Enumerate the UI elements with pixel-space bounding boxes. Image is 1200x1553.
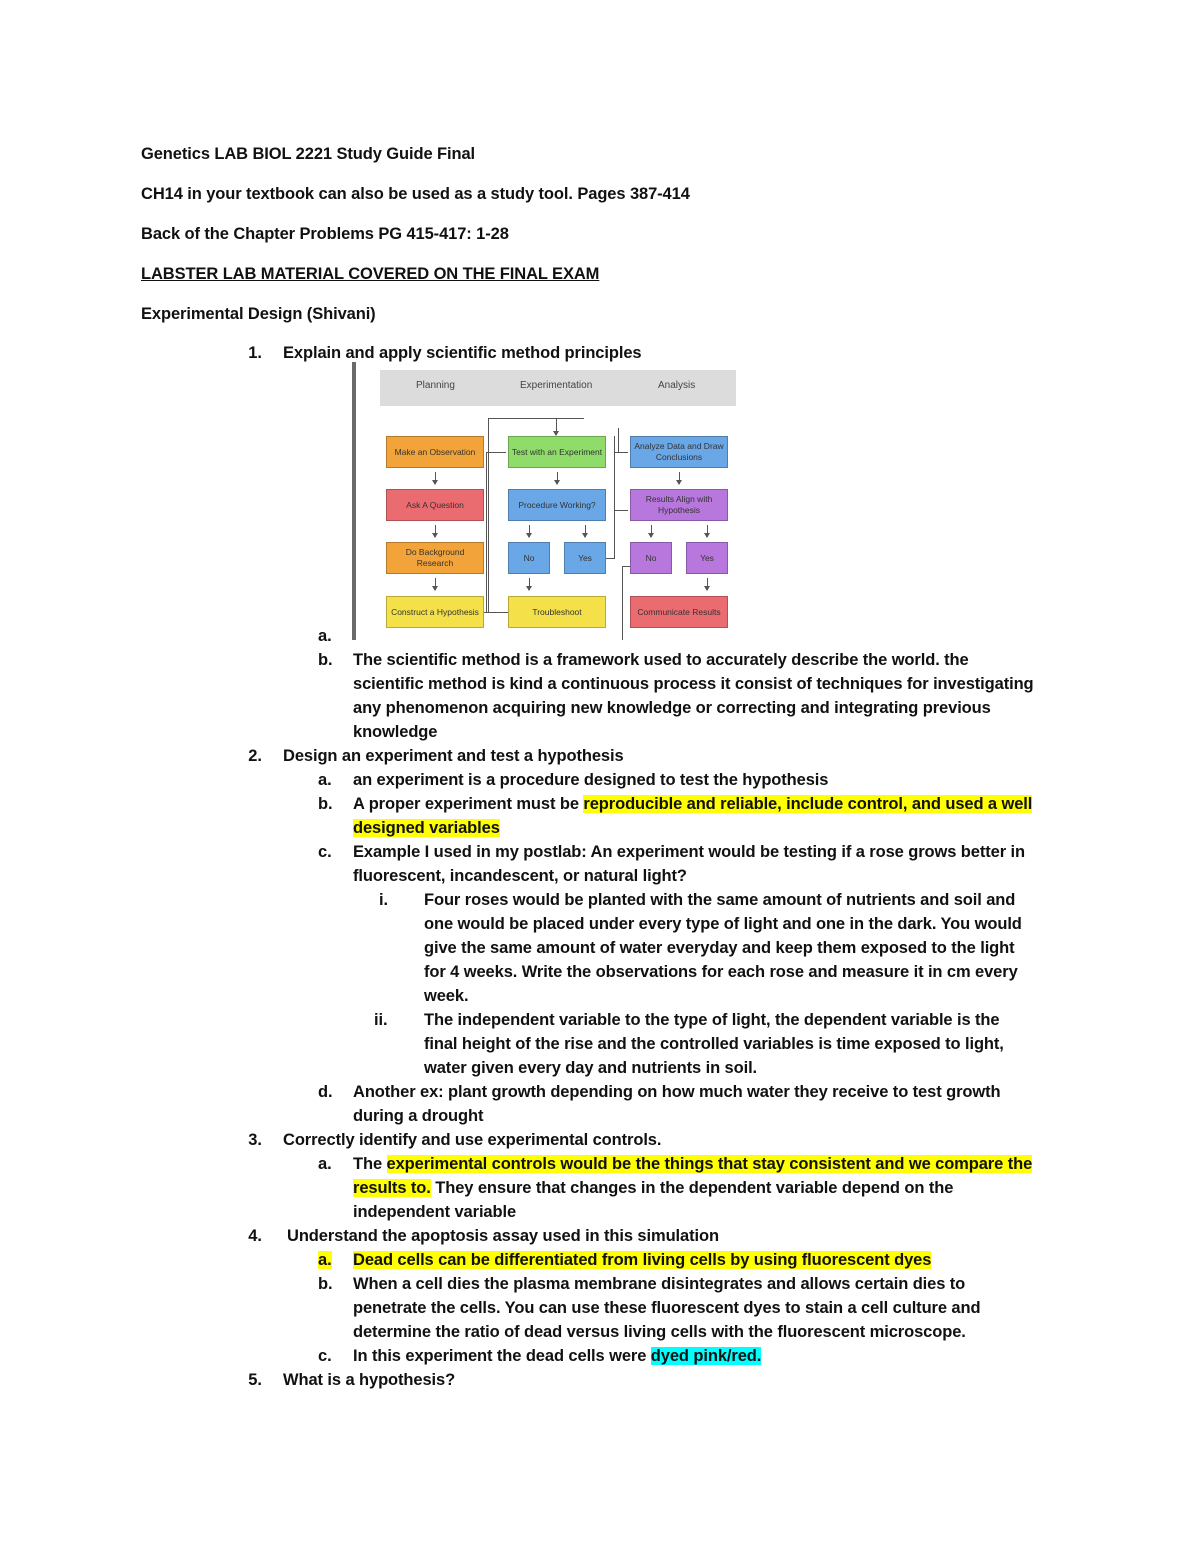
list-number: 4. (248, 1227, 262, 1245)
highlighted-text: dyed pink/red. (650, 1347, 762, 1365)
text-run: The (353, 1155, 387, 1173)
text-run: A proper experiment must be (353, 795, 584, 813)
paragraph-line (353, 1344, 761, 1368)
list-marker: b. (318, 795, 333, 813)
scientific-method-flowchart (352, 362, 738, 640)
list-marker (318, 1248, 332, 1272)
box-question: Ask A Question (386, 489, 484, 521)
arrow (435, 525, 436, 537)
list-marker: ii. (374, 1011, 388, 1029)
column-label-experimentation: Experimentation (520, 380, 593, 391)
list-item: What is a hypothesis? (283, 1371, 456, 1389)
arrow (585, 525, 586, 537)
list-marker: b. (318, 651, 333, 669)
paragraph-line: The scientific method is a framework used to accurately describe the world. the (353, 651, 969, 669)
paragraph-line: final height of the rise and the controlled variables is time exposed to light, (424, 1035, 1004, 1053)
list-item: Understand the apoptosis assay used in this simulation (287, 1227, 719, 1245)
paragraph-line: determine the ratio of dead versus living cells with the fluorescent microscope. (353, 1323, 966, 1341)
box-no: No (630, 542, 672, 574)
list-item: Explain and apply scientific method principles (283, 344, 642, 362)
box-hypothesis: Construct a Hypothesis (386, 596, 484, 628)
paragraph-line: fluorescent, incandescent, or natural light? (353, 867, 687, 885)
connector (614, 510, 628, 511)
box-troubleshoot: Troubleshoot (508, 596, 606, 628)
labster-heading: LABSTER LAB MATERIAL COVERED ON THE FINAL EXAM (141, 265, 600, 283)
list-marker: b. (318, 1275, 333, 1293)
box-yes: Yes (564, 542, 606, 574)
paragraph-line: for 4 weeks. Write the observations for each rose and measure it in cm every (424, 963, 1018, 981)
paragraph-line: When a cell dies the plasma membrane disintegrates and allows certain dies to (353, 1275, 966, 1293)
section-heading: Experimental Design (Shivani) (141, 305, 376, 323)
paragraph-line (353, 1248, 931, 1272)
arrow (557, 472, 558, 484)
box-align: Results Align with Hypothesis (630, 489, 728, 521)
paragraph-line: an experiment is a procedure designed to test the hypothesis (353, 771, 829, 789)
paragraph-line (353, 816, 500, 840)
list-marker: a. (318, 1155, 332, 1173)
list-number: 2. (248, 747, 262, 765)
highlighted-text: results to. (353, 1179, 431, 1197)
list-marker: a. (318, 627, 332, 645)
paragraph-line: during a drought (353, 1107, 484, 1125)
list-number: 5. (248, 1371, 262, 1389)
paragraph-line: independent variable (353, 1203, 517, 1221)
box-yes: Yes (686, 542, 728, 574)
paragraph-line: any phenomenon acquiring new knowledge or correcting and integrating previous (353, 699, 991, 717)
connector (488, 418, 489, 613)
highlighted-text: a. (318, 1251, 332, 1269)
textbook-note: CH14 in your textbook can also be used as a study tool. Pages 387-414 (141, 185, 690, 203)
paragraph-line: knowledge (353, 723, 438, 741)
connector (618, 428, 619, 452)
paragraph-line: Four roses would be planted with the same amount of nutrients and soil and (424, 891, 1016, 909)
paragraph-line: penetrate the cells. You can use these fluorescent dyes to stain a cell culture and (353, 1299, 981, 1317)
paragraph-line: give the same amount of water everyday and keep them exposed to the light (424, 939, 1015, 957)
arrow (529, 578, 530, 590)
arrow (651, 525, 652, 537)
box-test: Test with an Experiment (508, 436, 606, 468)
list-item: Correctly identify and use experimental controls. (283, 1131, 662, 1149)
connector (486, 452, 487, 612)
list-marker: c. (318, 1347, 332, 1365)
paragraph-line: one would be placed under every type of light and one in the dark. You would (424, 915, 1022, 933)
paragraph-line: The independent variable to the type of light, the dependent variable is the (424, 1011, 1000, 1029)
list-number: 1. (248, 344, 262, 362)
connector (488, 418, 584, 419)
list-marker: d. (318, 1083, 333, 1101)
document-title: Genetics LAB BIOL 2221 Study Guide Final (141, 145, 476, 163)
list-marker: c. (318, 843, 332, 861)
box-procedure: Procedure Working? (508, 489, 606, 521)
connector (622, 566, 623, 640)
flowchart-header (380, 370, 736, 406)
connector (486, 452, 506, 453)
arrow (679, 472, 680, 484)
list-number: 3. (248, 1131, 262, 1149)
connector (606, 558, 614, 559)
highlighted-text: Dead cells can be differentiated from living cells by using fluorescent dyes (353, 1251, 932, 1269)
column-label-planning: Planning (416, 380, 455, 391)
connector (622, 566, 630, 567)
box-research: Do Background Research (386, 542, 484, 574)
connector (614, 452, 628, 453)
image-border (352, 362, 356, 640)
arrow (435, 578, 436, 590)
highlighted-text: experimental controls would be the things that stay consistent and we compare the (386, 1155, 1033, 1173)
connector (486, 612, 508, 613)
arrow (529, 525, 530, 537)
list-item: Design an experiment and test a hypothesis (283, 747, 624, 765)
paragraph-line (353, 1176, 953, 1200)
box-no: No (508, 542, 550, 574)
arrow (707, 578, 708, 590)
paragraph-line (353, 1152, 1032, 1176)
column-label-analysis: Analysis (658, 380, 696, 391)
box-analyze: Analyze Data and Draw Conclusions (630, 436, 728, 468)
list-marker: i. (379, 891, 388, 909)
chapter-problems-note: Back of the Chapter Problems PG 415-417: 1-28 (141, 225, 509, 243)
box-observation: Make an Observation (386, 436, 484, 468)
box-communicate: Communicate Results (630, 596, 728, 628)
list-marker: a. (318, 771, 332, 789)
paragraph-line: Example I used in my postlab: An experiment would be testing if a rose grows better in (353, 843, 1026, 861)
paragraph-line: water given every day and nutrients in soil. (424, 1059, 758, 1077)
highlighted-text: designed variables (353, 819, 500, 837)
arrow (707, 525, 708, 537)
paragraph-line (353, 792, 1032, 816)
connector (614, 436, 615, 559)
arrow (556, 418, 557, 435)
paragraph-line: scientific method is kind a continuous process it consist of techniques for investigating (353, 675, 1034, 693)
text-run: In this experiment the dead cells were (353, 1347, 651, 1365)
arrow (435, 472, 436, 484)
text-run: They ensure that changes in the dependent variable depend on the (430, 1179, 954, 1197)
paragraph-line: week. (424, 987, 469, 1005)
highlighted-text: reproducible and reliable, include control, and used a well (583, 795, 1033, 813)
paragraph-line: Another ex: plant growth depending on how much water they receive to test growth (353, 1083, 1001, 1101)
